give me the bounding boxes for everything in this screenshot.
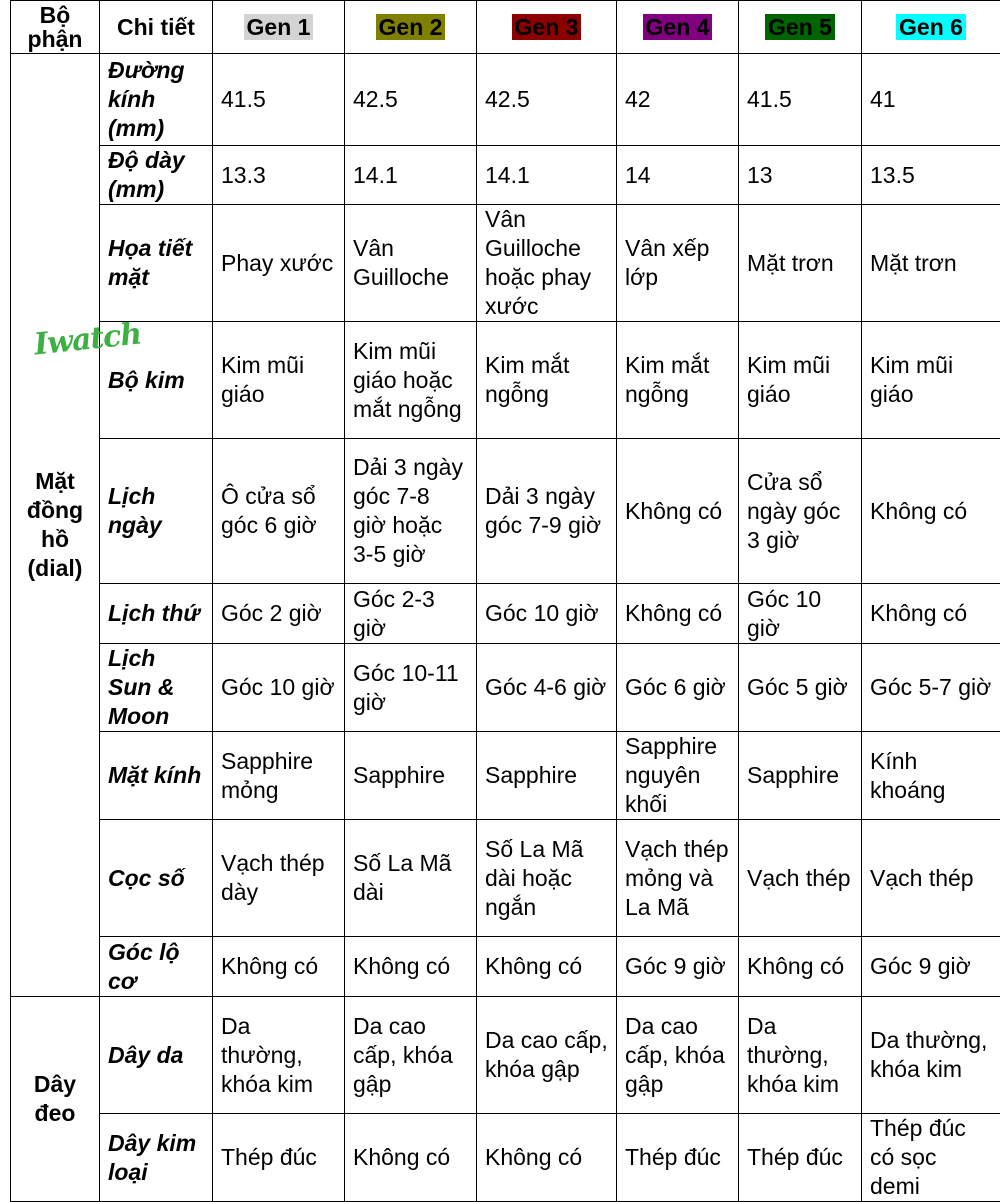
value-cell: Không có [477, 937, 617, 997]
value-cell: Ô cửa sổ góc 6 giờ [213, 439, 345, 584]
value-cell: Sapphire nguyên khối [617, 732, 739, 820]
header-gen [345, 1, 477, 54]
value-cell: Kim mắt ngỗng [617, 322, 739, 439]
value-cell: Vạch thép mỏng và La Mã [617, 820, 739, 937]
value-cell: Góc 5-7 giờ [862, 644, 1000, 732]
value-cell: Góc 5 giờ [739, 644, 862, 732]
value-cell: Không có [617, 439, 739, 584]
table-row [11, 146, 1000, 205]
value-cell: Da cao cấp, khóa gập [477, 997, 617, 1114]
value-cell: Thép đúc [617, 1114, 739, 1202]
value-cell: Kim mũi giáo hoặc mắt ngỗng [345, 322, 477, 439]
value-cell: 13 [739, 146, 862, 205]
group-cell: Mặt đồng hồ (dial) [11, 54, 100, 997]
table-row [11, 732, 1000, 820]
header-gen [862, 1, 1000, 54]
value-cell: Góc 9 giờ [617, 937, 739, 997]
value-cell: Vân Guilloche hoặc phay xước [477, 205, 617, 322]
value-cell: Vạch thép dày [213, 820, 345, 937]
table-row [11, 937, 1000, 997]
header-gen [213, 1, 345, 54]
value-cell: 42 [617, 54, 739, 146]
comparison-table [10, 0, 1000, 1202]
detail-cell: Lịch thứ [100, 584, 213, 644]
table-row [11, 997, 1000, 1114]
gen-label: Gen 5 [765, 14, 835, 40]
value-cell: Góc 4-6 giờ [477, 644, 617, 732]
gen-label: Gen 6 [896, 14, 966, 40]
detail-cell: Độ dày (mm) [100, 146, 213, 205]
value-cell: Kim mũi giáo [862, 322, 1000, 439]
value-cell: Da cao cấp, khóa gập [345, 997, 477, 1114]
detail-cell: Mặt kính [100, 732, 213, 820]
value-cell: Cửa sổ ngày góc 3 giờ [739, 439, 862, 584]
header-gen [739, 1, 862, 54]
value-cell: Không có [345, 937, 477, 997]
value-cell: Không có [477, 1114, 617, 1202]
value-cell: Vạch thép [739, 820, 862, 937]
table-row [11, 205, 1000, 322]
header-row [11, 1, 1000, 54]
value-cell: Không có [739, 937, 862, 997]
table-row [11, 644, 1000, 732]
value-cell: Sapphire [739, 732, 862, 820]
value-cell: Số La Mã dài [345, 820, 477, 937]
value-cell: 14.1 [345, 146, 477, 205]
detail-cell: Dây kim loại [100, 1114, 213, 1202]
value-cell: Không có [345, 1114, 477, 1202]
value-cell: Phay xước [213, 205, 345, 322]
value-cell: Mặt trơn [739, 205, 862, 322]
value-cell: Vân xếp lớp [617, 205, 739, 322]
value-cell: Góc 9 giờ [862, 937, 1000, 997]
value-cell: Mặt trơn [862, 205, 1000, 322]
value-cell: Da thường, khóa kim [213, 997, 345, 1114]
gen-label: Gen 2 [376, 14, 446, 40]
gen-label: Gen 3 [512, 14, 582, 40]
value-cell: Thép đúc [213, 1114, 345, 1202]
value-cell: Không có [862, 584, 1000, 644]
header-gen [617, 1, 739, 54]
detail-cell: Bộ kim [100, 322, 213, 439]
value-cell: Da cao cấp, khóa gập [617, 997, 739, 1114]
value-cell: Sapphire [345, 732, 477, 820]
value-cell: 13.5 [862, 146, 1000, 205]
table-body [11, 54, 1000, 1202]
value-cell: Góc 10 giờ [213, 644, 345, 732]
value-cell: 42.5 [345, 54, 477, 146]
detail-cell: Đường kính (mm) [100, 54, 213, 146]
header-part: Bộ phận [11, 1, 100, 54]
value-cell: 14 [617, 146, 739, 205]
value-cell: Góc 10 giờ [739, 584, 862, 644]
value-cell: Vạch thép [862, 820, 1000, 937]
table-row [11, 820, 1000, 937]
detail-cell: Dây da [100, 997, 213, 1114]
gen-label: Gen 1 [244, 14, 314, 40]
value-cell: 13.3 [213, 146, 345, 205]
value-cell: Không có [617, 584, 739, 644]
value-cell: 14.1 [477, 146, 617, 205]
value-cell: Kim mũi giáo [739, 322, 862, 439]
gen-label: Gen 4 [643, 14, 713, 40]
value-cell: 41 [862, 54, 1000, 146]
value-cell: Dải 3 ngày góc 7-8 giờ hoặc 3-5 giờ [345, 439, 477, 584]
value-cell: 42.5 [477, 54, 617, 146]
header-gen [477, 1, 617, 54]
value-cell: Da thường, khóa kim [862, 997, 1000, 1114]
value-cell: Kính khoáng [862, 732, 1000, 820]
value-cell: Góc 2-3 giờ [345, 584, 477, 644]
value-cell: Sapphire [477, 732, 617, 820]
detail-cell: Lịch Sun & Moon [100, 644, 213, 732]
table-row [11, 322, 1000, 439]
value-cell: Thép đúc có sọc demi [862, 1114, 1000, 1202]
value-cell: 41.5 [213, 54, 345, 146]
watermark-logo: Iwatch [32, 316, 142, 362]
value-cell: Thép đúc [739, 1114, 862, 1202]
table-row [11, 54, 1000, 146]
detail-cell: Cọc số [100, 820, 213, 937]
detail-cell: Góc lộ cơ [100, 937, 213, 997]
value-cell: Góc 10-11 giờ [345, 644, 477, 732]
table-row [11, 1114, 1000, 1202]
value-cell: Góc 6 giờ [617, 644, 739, 732]
value-cell: Không có [862, 439, 1000, 584]
value-cell: Dải 3 ngày góc 7-9 giờ [477, 439, 617, 584]
header-detail: Chi tiết [100, 1, 213, 54]
value-cell: Góc 10 giờ [477, 584, 617, 644]
detail-cell: Họa tiết mặt [100, 205, 213, 322]
value-cell: Sapphire mỏng [213, 732, 345, 820]
value-cell: Góc 2 giờ [213, 584, 345, 644]
value-cell: Kim mũi giáo [213, 322, 345, 439]
value-cell: 41.5 [739, 54, 862, 146]
value-cell: Da thường, khóa kim [739, 997, 862, 1114]
value-cell: Số La Mã dài hoặc ngắn [477, 820, 617, 937]
group-cell: Dây đeo [11, 997, 100, 1202]
table-row [11, 584, 1000, 644]
value-cell: Không có [213, 937, 345, 997]
value-cell: Vân Guilloche [345, 205, 477, 322]
detail-cell: Lịch ngày [100, 439, 213, 584]
value-cell: Kim mắt ngỗng [477, 322, 617, 439]
table-row [11, 439, 1000, 584]
